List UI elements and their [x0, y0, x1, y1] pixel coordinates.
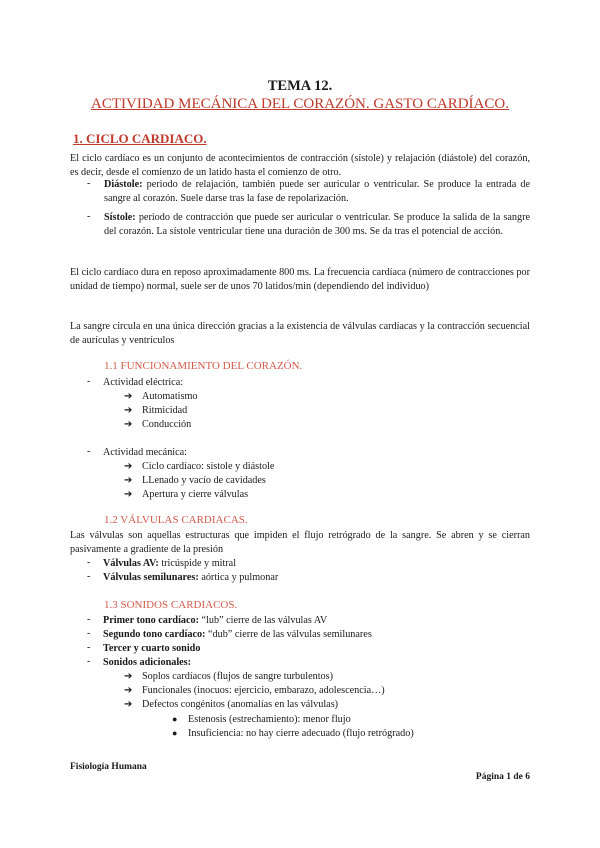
- bullet-icon: ●: [172, 728, 178, 738]
- list-item: ➔ Soplos cardíacos (flujos de sangre turbulentos): [124, 671, 333, 682]
- sistole-item: [104, 211, 530, 239]
- sonidos-adicionales-label: Sonidos adicionales:: [103, 657, 192, 668]
- arrow-icon: ➔: [124, 671, 133, 682]
- sistole-label: Sístole:: [104, 212, 136, 223]
- actividad-electrica-label: Actividad eléctrica:: [103, 377, 184, 388]
- list-item: ➔ LLenado y vacío de cavidades: [124, 475, 266, 486]
- dash-marker: -: [87, 376, 91, 387]
- tercer-cuarto-item: Tercer y cuarto sonido: [103, 643, 201, 654]
- dash-marker: -: [87, 642, 91, 653]
- valvulas-semilunares-item: Válvulas semilunares: aórtica y pulmonar: [103, 572, 279, 583]
- footer-course-name: Fisiología Humana: [70, 762, 147, 772]
- valvulas-paragraph: Las válvulas son aquellas estructuras que impiden el flujo retrógrado de la sangre. Se abren y se cierran pasivamente a gradiente de la presión: [70, 530, 530, 555]
- dash-marker: -: [87, 571, 91, 582]
- actividad-mecanica-label: Actividad mecánica:: [103, 447, 188, 458]
- list-item: ➔ Conducción: [124, 419, 192, 430]
- dash-marker: -: [87, 656, 91, 667]
- intro-paragraph: El ciclo cardíaco es un conjunto de acontecimientos de contracción (sístole) y relajación (diástole) del corazón, es decir, desde el comienzo de un latido hasta el comienzo de otro.: [70, 153, 530, 178]
- dash-marker: -: [87, 211, 91, 222]
- list-item: ➔ Ciclo cardíaco: sístole y diástole: [124, 461, 275, 472]
- diastole-item: [104, 178, 530, 206]
- segundo-tono-item: Segundo tono cardíaco: “dub” cierre de las válvulas semilunares: [103, 629, 372, 640]
- list-item: ➔ Defectos congénitos (anomalías en las válvulas): [124, 699, 339, 710]
- list-item: ➔ Apertura y cierre válvulas: [124, 489, 249, 500]
- section-heading-ciclo: 1. CICLO CARDIACO.: [73, 131, 207, 146]
- arrow-icon: ➔: [124, 699, 133, 710]
- dash-marker: -: [87, 446, 91, 457]
- bullet-icon: ●: [172, 714, 178, 724]
- sistole-text: periodo de contracción que puede ser auricular o ventricular. Se produce la salida de la sangre del corazón. La sístole ventricular tiene una duración de 300 ms. Se da tras el potencial de acción.: [104, 212, 530, 237]
- primer-tono-item: Primer tono cardíaco: “lub” cierre de las válvulas AV: [103, 615, 328, 626]
- list-item: ● Estenosis (estrechamiento): menor flujo: [172, 714, 351, 725]
- valvulas-av-item: Válvulas AV: tricúspide y mitral: [103, 558, 237, 569]
- diastole-label: Diástole:: [104, 179, 143, 190]
- arrow-icon: ➔: [124, 489, 133, 500]
- footer-page-number: Página 1 de 6: [475, 772, 530, 782]
- arrow-icon: ➔: [124, 475, 133, 486]
- document-title: ACTIVIDAD MECÁNICA DEL CORAZÓN. GASTO CARDÍACO.: [91, 96, 509, 112]
- circulation-paragraph: La sangre circula en una única dirección gracias a la existencia de válvulas cardíacas y la contracción secuencial de aurículas y ventrículos: [70, 321, 530, 346]
- arrow-icon: ➔: [124, 419, 133, 430]
- topic-number: TEMA 12.: [267, 78, 333, 94]
- diastole-text: periodo de relajación, también puede ser auricular o ventricular. Se produce la entrada de sangre al corazón. Suele darse tras la fase de repolarización.: [104, 179, 530, 204]
- list-item: ● Insuficiencia: no hay cierre adecuado (flujo retrógrado): [172, 728, 414, 739]
- dash-marker: -: [87, 557, 91, 568]
- list-item: ➔ Funcionales (inocuos: ejercicio, embarazo, adolescencia…): [124, 685, 385, 696]
- dash-marker: -: [87, 178, 91, 189]
- subsection-heading-funcionamiento: 1.1 FUNCIONAMIENTO DEL CORAZÓN.: [104, 360, 303, 372]
- arrow-icon: ➔: [124, 391, 133, 402]
- arrow-icon: ➔: [124, 405, 133, 416]
- ciclo-duration-paragraph: El ciclo cardíaco dura en reposo aproximadamente 800 ms. La frecuencia cardíaca (número de contracciones por unidad de tiempo) normal, suele ser de unos 70 latidos/min (dependiendo del individuo): [70, 267, 530, 292]
- dash-marker: -: [87, 628, 91, 639]
- list-item: ➔ Ritmicidad: [124, 405, 188, 416]
- arrow-icon: ➔: [124, 461, 133, 472]
- arrow-icon: ➔: [124, 685, 133, 696]
- list-item: ➔ Automatismo: [124, 391, 198, 402]
- subsection-heading-valvulas: 1.2 VÁLVULAS CARDIACAS.: [104, 514, 248, 526]
- subsection-heading-sonidos: 1.3 SONIDOS CARDIACOS.: [104, 599, 238, 611]
- dash-marker: -: [87, 614, 91, 625]
